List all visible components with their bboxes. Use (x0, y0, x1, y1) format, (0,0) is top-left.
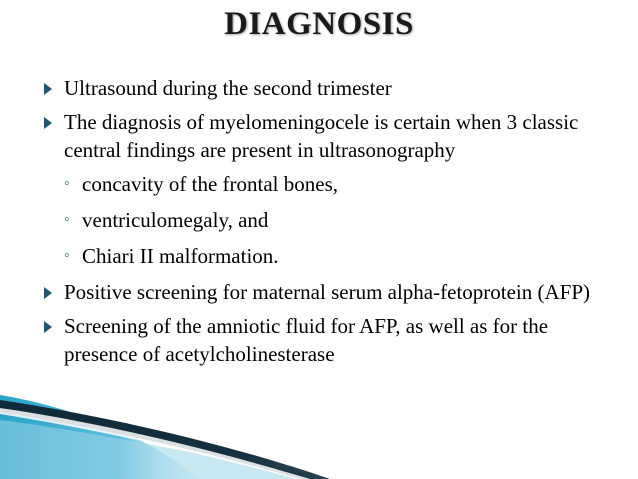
triangle-arrow-icon (44, 321, 52, 333)
hollow-circle-icon: ◦ (64, 211, 70, 228)
blue-wave (0, 395, 200, 479)
triangle-arrow-icon (44, 117, 52, 129)
triangle-arrow-icon (44, 287, 52, 299)
bullet-text: Positive screening for maternal serum alpha-fetoprotein (AFP) (64, 280, 591, 304)
bullet-text: Screening of the amniotic fluid for AFP, as well as for the presence of acetylcholinesterase (64, 314, 549, 366)
light-wave (0, 420, 330, 479)
sub-bullet-text: Chiari II malformation. (82, 244, 279, 268)
sub-bullet-item (44, 242, 614, 270)
hollow-circle-icon: ◦ (64, 247, 70, 264)
bullet-item (44, 278, 614, 306)
white-stripe (0, 408, 310, 479)
dark-wave (0, 400, 330, 479)
bullet-list (44, 74, 614, 374)
bullet-text: The diagnosis of myelomeningocele is certain when 3 classic central findings are present in ultrasonography (64, 110, 579, 162)
bullet-text: Ultrasound during the second trimester (64, 76, 392, 100)
bullet-item (44, 312, 614, 368)
hollow-circle-icon: ◦ (64, 175, 70, 192)
slide-title: DIAGNOSIS (224, 6, 414, 42)
sub-bullet-item (44, 206, 614, 234)
sub-bullet-item (44, 170, 614, 198)
bullet-item (44, 74, 614, 102)
triangle-arrow-icon (44, 83, 52, 95)
sub-bullet-text: concavity of the frontal bones, (82, 172, 338, 196)
sub-bullet-text: ventriculomegaly, and (82, 208, 269, 232)
bullet-item (44, 108, 614, 164)
